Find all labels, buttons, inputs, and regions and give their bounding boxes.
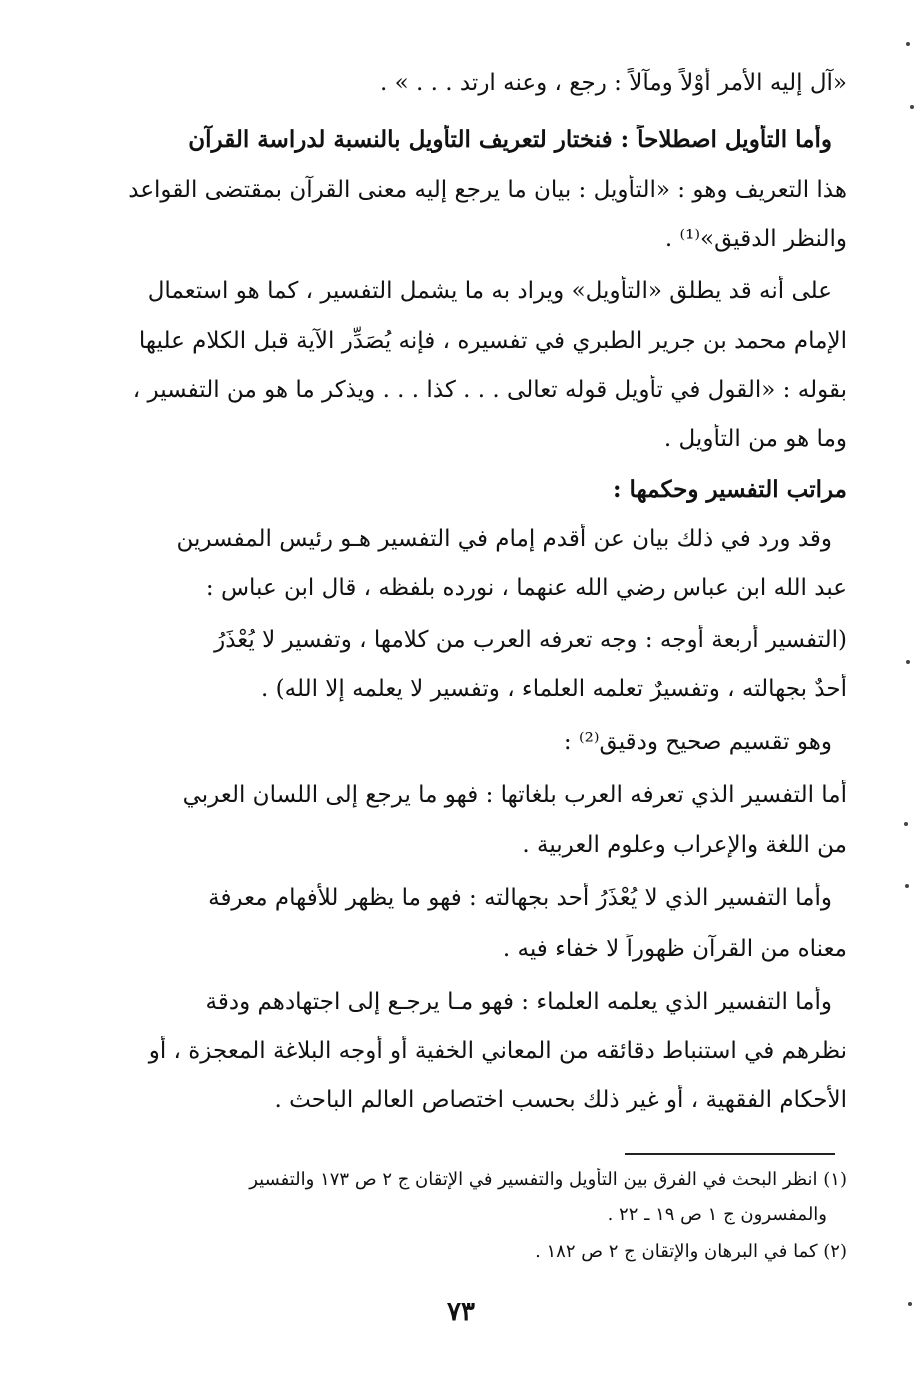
text-line-4: والنظر الدقيق»⁽¹⁾ . bbox=[664, 226, 847, 252]
text-line-17: وأما التفسير الذي لا يُعْذَرُ أحد بجهالته : فهو ما يظهر للأفهام معرفة bbox=[208, 885, 832, 911]
text-line-3: هذا التعريف وهو : «التأويل : بيان ما يرجع إليه معنى القرآن بمقتضى القواعد bbox=[128, 177, 847, 203]
text-line-1: «آل إليه الأمر أوْلاً ومآلاً : رجع ، وعنه ارتد . . . » . bbox=[379, 70, 847, 96]
text-line-19: وأما التفسير الذي يعلمه العلماء : فهو مـا يرجـع إلى اجتهادهم ودقة bbox=[205, 989, 832, 1015]
text-line-18: معناه من القرآن ظهوراً لا خفاء فيه . bbox=[502, 936, 847, 962]
text-line-6: الإمام محمد بن جرير الطبري في تفسيره ، فإنه يُصَدِّر الآية قبل الكلام عليها bbox=[138, 328, 847, 354]
text-line-11: عبد الله ابن عباس رضي الله عنهما ، نورده بلفظه ، قال ابن عباس : bbox=[205, 575, 847, 601]
scan-speck bbox=[910, 105, 914, 109]
footnote-2: (٢) كما في البرهان والإتقان ج ٢ ص ١٨٢ . bbox=[535, 1241, 847, 1262]
text-line-14: وهو تقسيم صحيح ودقيق⁽²⁾ : bbox=[563, 729, 832, 755]
text-line-8: وما هو من التأويل . bbox=[663, 426, 847, 452]
quote-line-2: أحدٌ بجهالته ، وتفسيرٌ تعلمه العلماء ، وتفسير لا يعلمه إلا الله) . bbox=[261, 676, 847, 702]
scan-speck bbox=[905, 884, 909, 888]
text-line-7: بقوله : «القول في تأويل قوله تعالى . . . كذا . . . ويذكر ما هو من التفسير ، bbox=[132, 377, 847, 403]
page-number: ٧٣ bbox=[447, 1297, 475, 1327]
scan-speck bbox=[904, 822, 908, 826]
text-line-15: أما التفسير الذي تعرفه العرب بلغاتها : فهو ما يرجع إلى اللسان العربي bbox=[182, 782, 847, 808]
scan-speck bbox=[906, 42, 910, 46]
footnote-1: (١) انظر البحث في الفرق بين التأويل والتفسير في الإتقان ج ٢ ص ١٧٣ والتفسير bbox=[249, 1169, 847, 1190]
text-line-20: نظرهم في استنباط دقائقه من المعاني الخفية أو أوجه البلاغة المعجزة ، أو bbox=[148, 1038, 847, 1064]
footnote-1-continued: والمفسرون ج ١ ص ١٩ ـ ٢٢ . bbox=[607, 1204, 827, 1225]
text-line-21: الأحكام الفقهية ، أو غير ذلك بحسب اختصاص العالم الباحث . bbox=[274, 1087, 847, 1113]
quote-line-1: (التفسير أربعة أوجه : وجه تعرفه العرب من كلامها ، وتفسير لا يُعْذَرُ bbox=[214, 627, 847, 653]
scan-speck bbox=[908, 1302, 912, 1306]
text-line-2: وأما التأويل اصطلاحاً : فنختار لتعريف التأويل بالنسبة لدراسة القرآن bbox=[188, 126, 832, 153]
text-line-10: وقد ورد في ذلك بيان عن أقدم إمام في التفسير هـو رئيس المفسرين bbox=[176, 526, 832, 552]
text-line-5: على أنه قد يطلق «التأويل» ويراد به ما يشمل التفسير ، كما هو استعمال bbox=[147, 278, 832, 304]
text-line-16: من اللغة والإعراب وعلوم العربية . bbox=[522, 832, 847, 858]
scan-speck bbox=[906, 660, 910, 664]
section-heading: مراتب التفسير وحكمها : bbox=[613, 476, 847, 503]
footnote-separator bbox=[625, 1153, 835, 1155]
